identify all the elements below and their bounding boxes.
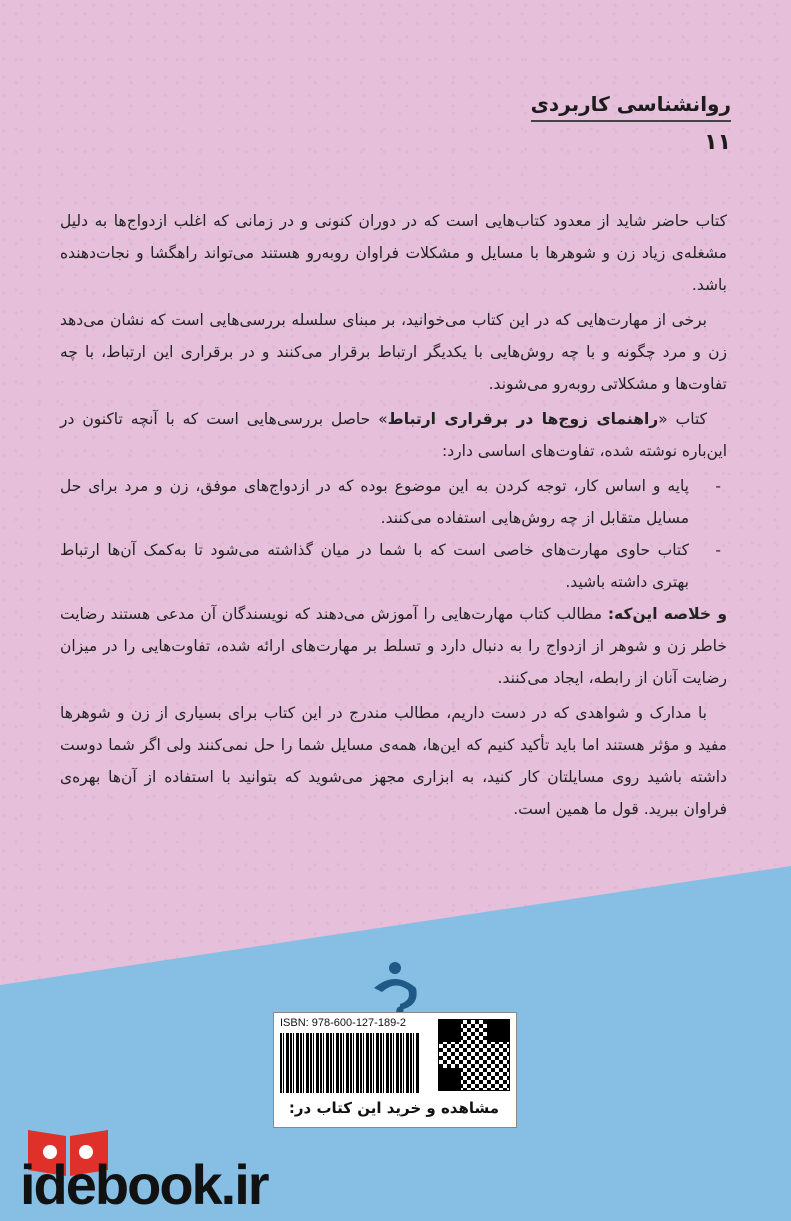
watermark-text: idebook.ir: [20, 1153, 268, 1216]
bullet-text: پایه و اساس کار، توجه کردن به این موضوع بوده که در ازدواج‌های موفق، زن و مرد برای حل مسایل متقابل از چه روش‌هایی استفاده می‌کنند.: [60, 477, 689, 527]
summary-text: مطالب کتاب مهارت‌هایی را آموزش می‌دهند که نویسندگان آن مدعی هستند رضایت خاطر زن و شوهر از ازدواج را به دنبال دارد و تسلط بر مهارت‌های ارائه شده، تفاوت‌هایی را در میزان رضایت آنان از رابطه، ایجاد می‌کنند.: [60, 605, 727, 687]
buy-label: مشاهده و خرید این کتاب در:: [278, 1093, 510, 1123]
watermark-logo: [12, 1122, 302, 1216]
bullet-text: کتاب حاوی مهارت‌های خاصی است که با شما در میان گذاشته می‌شود تا به‌کمک آن‌ها ارتباط بهتری داشته باشید.: [60, 541, 689, 591]
p3-post: » حاصل بررسی‌هایی است که با آنچه تاکنون در این‌باره نوشته شده، تفاوت‌های اساسی دارد:: [60, 410, 727, 460]
summary-label: و خلاصه این‌که:: [607, 605, 727, 623]
series-number: ۱۱: [704, 130, 731, 155]
paragraph-summary: [60, 598, 727, 694]
series-name: روانشناسی کاربردی: [531, 92, 731, 122]
list-item: [60, 470, 727, 534]
paragraph-5: با مدارک و شواهدی که در دست داریم، مطالب مندرج در این کتاب برای بسیاری از زن و شوهرها مفید و مؤثر هستند اما باید تأکید کنیم که این‌ها، همه‌ی مسایل شما را حل نمی‌کنند ولی اگر شما دوست داشته باشید روی مسایلتان کار کنید، به ابزاری مجهز می‌شوید که بتوانید با استفاده از آن‌ها بهره‌ی فراوان ببرید. قول ما همین است.: [60, 704, 727, 818]
p3-pre: کتاب «: [658, 410, 707, 428]
qr-code-icon: [438, 1019, 510, 1091]
paragraph-3: [60, 403, 727, 467]
series-header: [531, 92, 731, 155]
paragraph-2: برخی از مهارت‌هایی که در این کتاب می‌خوانید، بر مبنای سلسله بررسی‌هایی است که نشان می‌دهد زن و مرد چگونه و با چه روش‌هایی با یکدیگر ارتباط برقرار می‌کنند و در برقراری این ارتباط، با چه تفاوت‌ها و مشکلاتی روبه‌رو می‌شوند.: [60, 311, 727, 393]
book-title: راهنمای زوج‌ها در برقراری ارتباط: [387, 410, 659, 428]
blurb-text: [60, 205, 727, 828]
barcode-sticker: [273, 1012, 517, 1128]
isbn-text: ISBN: 978-600-127-189-2: [280, 1017, 406, 1029]
barcode-icon: [280, 1033, 420, 1095]
bullet-dash: -: [715, 541, 721, 559]
difference-list: [60, 470, 727, 598]
list-item: [60, 534, 727, 598]
paragraph-1: کتاب حاضر شاید از معدود کتاب‌هایی است که در دوران کنونی و در زمانی که اغلب ازدواج‌ها به دلیل مشغله‌ی زیاد زن و شوهرها با مسایل و مشکلات فراوان روبه‌رو هستند می‌تواند راهگشا و نجات‌دهنده باشد.: [60, 212, 727, 294]
bullet-dash: -: [715, 477, 721, 495]
